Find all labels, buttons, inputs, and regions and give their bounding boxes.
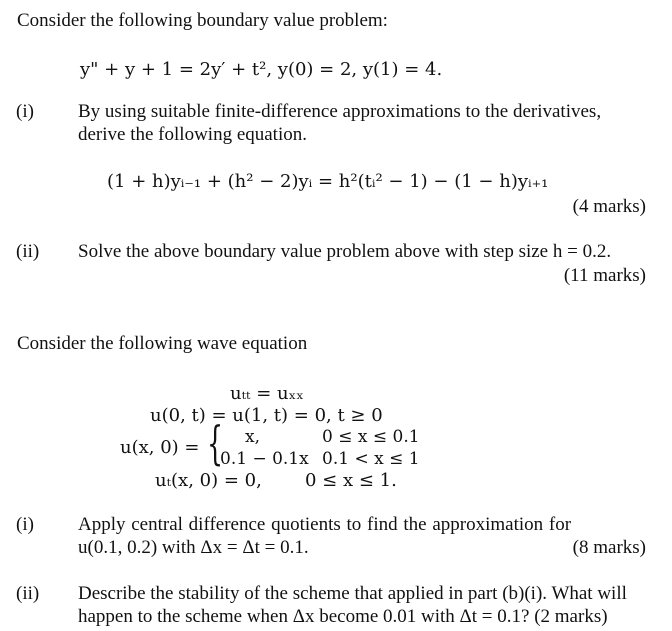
ode-equation: y" + y + 1 = 2y′ + t², y(0) = 2, y(1) = 4. — [80, 59, 443, 80]
wave-initial-velocity-cond: 0 ≤ x ≤ 1. — [305, 470, 397, 491]
piecewise-case2-expr: 0.1 − 0.1x — [220, 449, 309, 469]
part-b-ii-text-line2: happen to the scheme when Δx become 0.01 with Δt = 0.1? (2 marks) — [78, 606, 608, 627]
piecewise-case1-cond: 0 ≤ x ≤ 0.1 — [322, 427, 420, 447]
wave-pde: uₜₜ = uₓₓ — [230, 383, 304, 404]
part-b-i-text-line1: Apply central difference quotients to find the approximation for — [78, 514, 572, 535]
wave-initial-velocity: uₜ(x, 0) = 0, — [155, 470, 262, 491]
part-i-marks: (4 marks) — [572, 196, 646, 217]
wave-boundary-condition: u(0, t) = u(1, t) = 0, t ≥ 0 — [150, 405, 383, 426]
part-ii-number: (ii) — [16, 241, 40, 262]
part-b-i-number: (i) — [16, 514, 34, 535]
part-ii-text: Solve the above boundary value problem above with step size h = 0.2. — [78, 241, 612, 262]
part-b-ii-number: (ii) — [16, 583, 40, 604]
piecewise-case1-expr: x, — [245, 427, 260, 447]
wave-initial-lhs: u(x, 0) = — [120, 437, 200, 458]
piecewise-case2-cond: 0.1 < x ≤ 1 — [322, 449, 420, 469]
bvp-intro: Consider the following boundary value problem: — [17, 10, 388, 31]
wave-intro: Consider the following wave equation — [17, 333, 308, 354]
part-b-ii-text-line1: Describe the stability of the scheme that applied in part (b)(i). What will — [78, 583, 627, 604]
part-i-number: (i) — [16, 101, 34, 122]
finite-difference-equation: (1 + h)yᵢ₋₁ + (h² − 2)yᵢ = h²(tᵢ² − 1) − (1 − h)yᵢ₊₁ — [107, 171, 549, 192]
piecewise-brace: { — [207, 416, 224, 470]
part-b-i-marks: (8 marks) — [572, 537, 646, 558]
part-i-text-line2: derive the following equation. — [78, 124, 307, 145]
part-ii-marks: (11 marks) — [563, 265, 646, 286]
part-b-i-text-line2: u(0.1, 0.2) with Δx = Δt = 0.1. — [78, 537, 309, 558]
part-i-text-line1: By using suitable finite-difference approximations to the derivatives, — [78, 101, 602, 122]
